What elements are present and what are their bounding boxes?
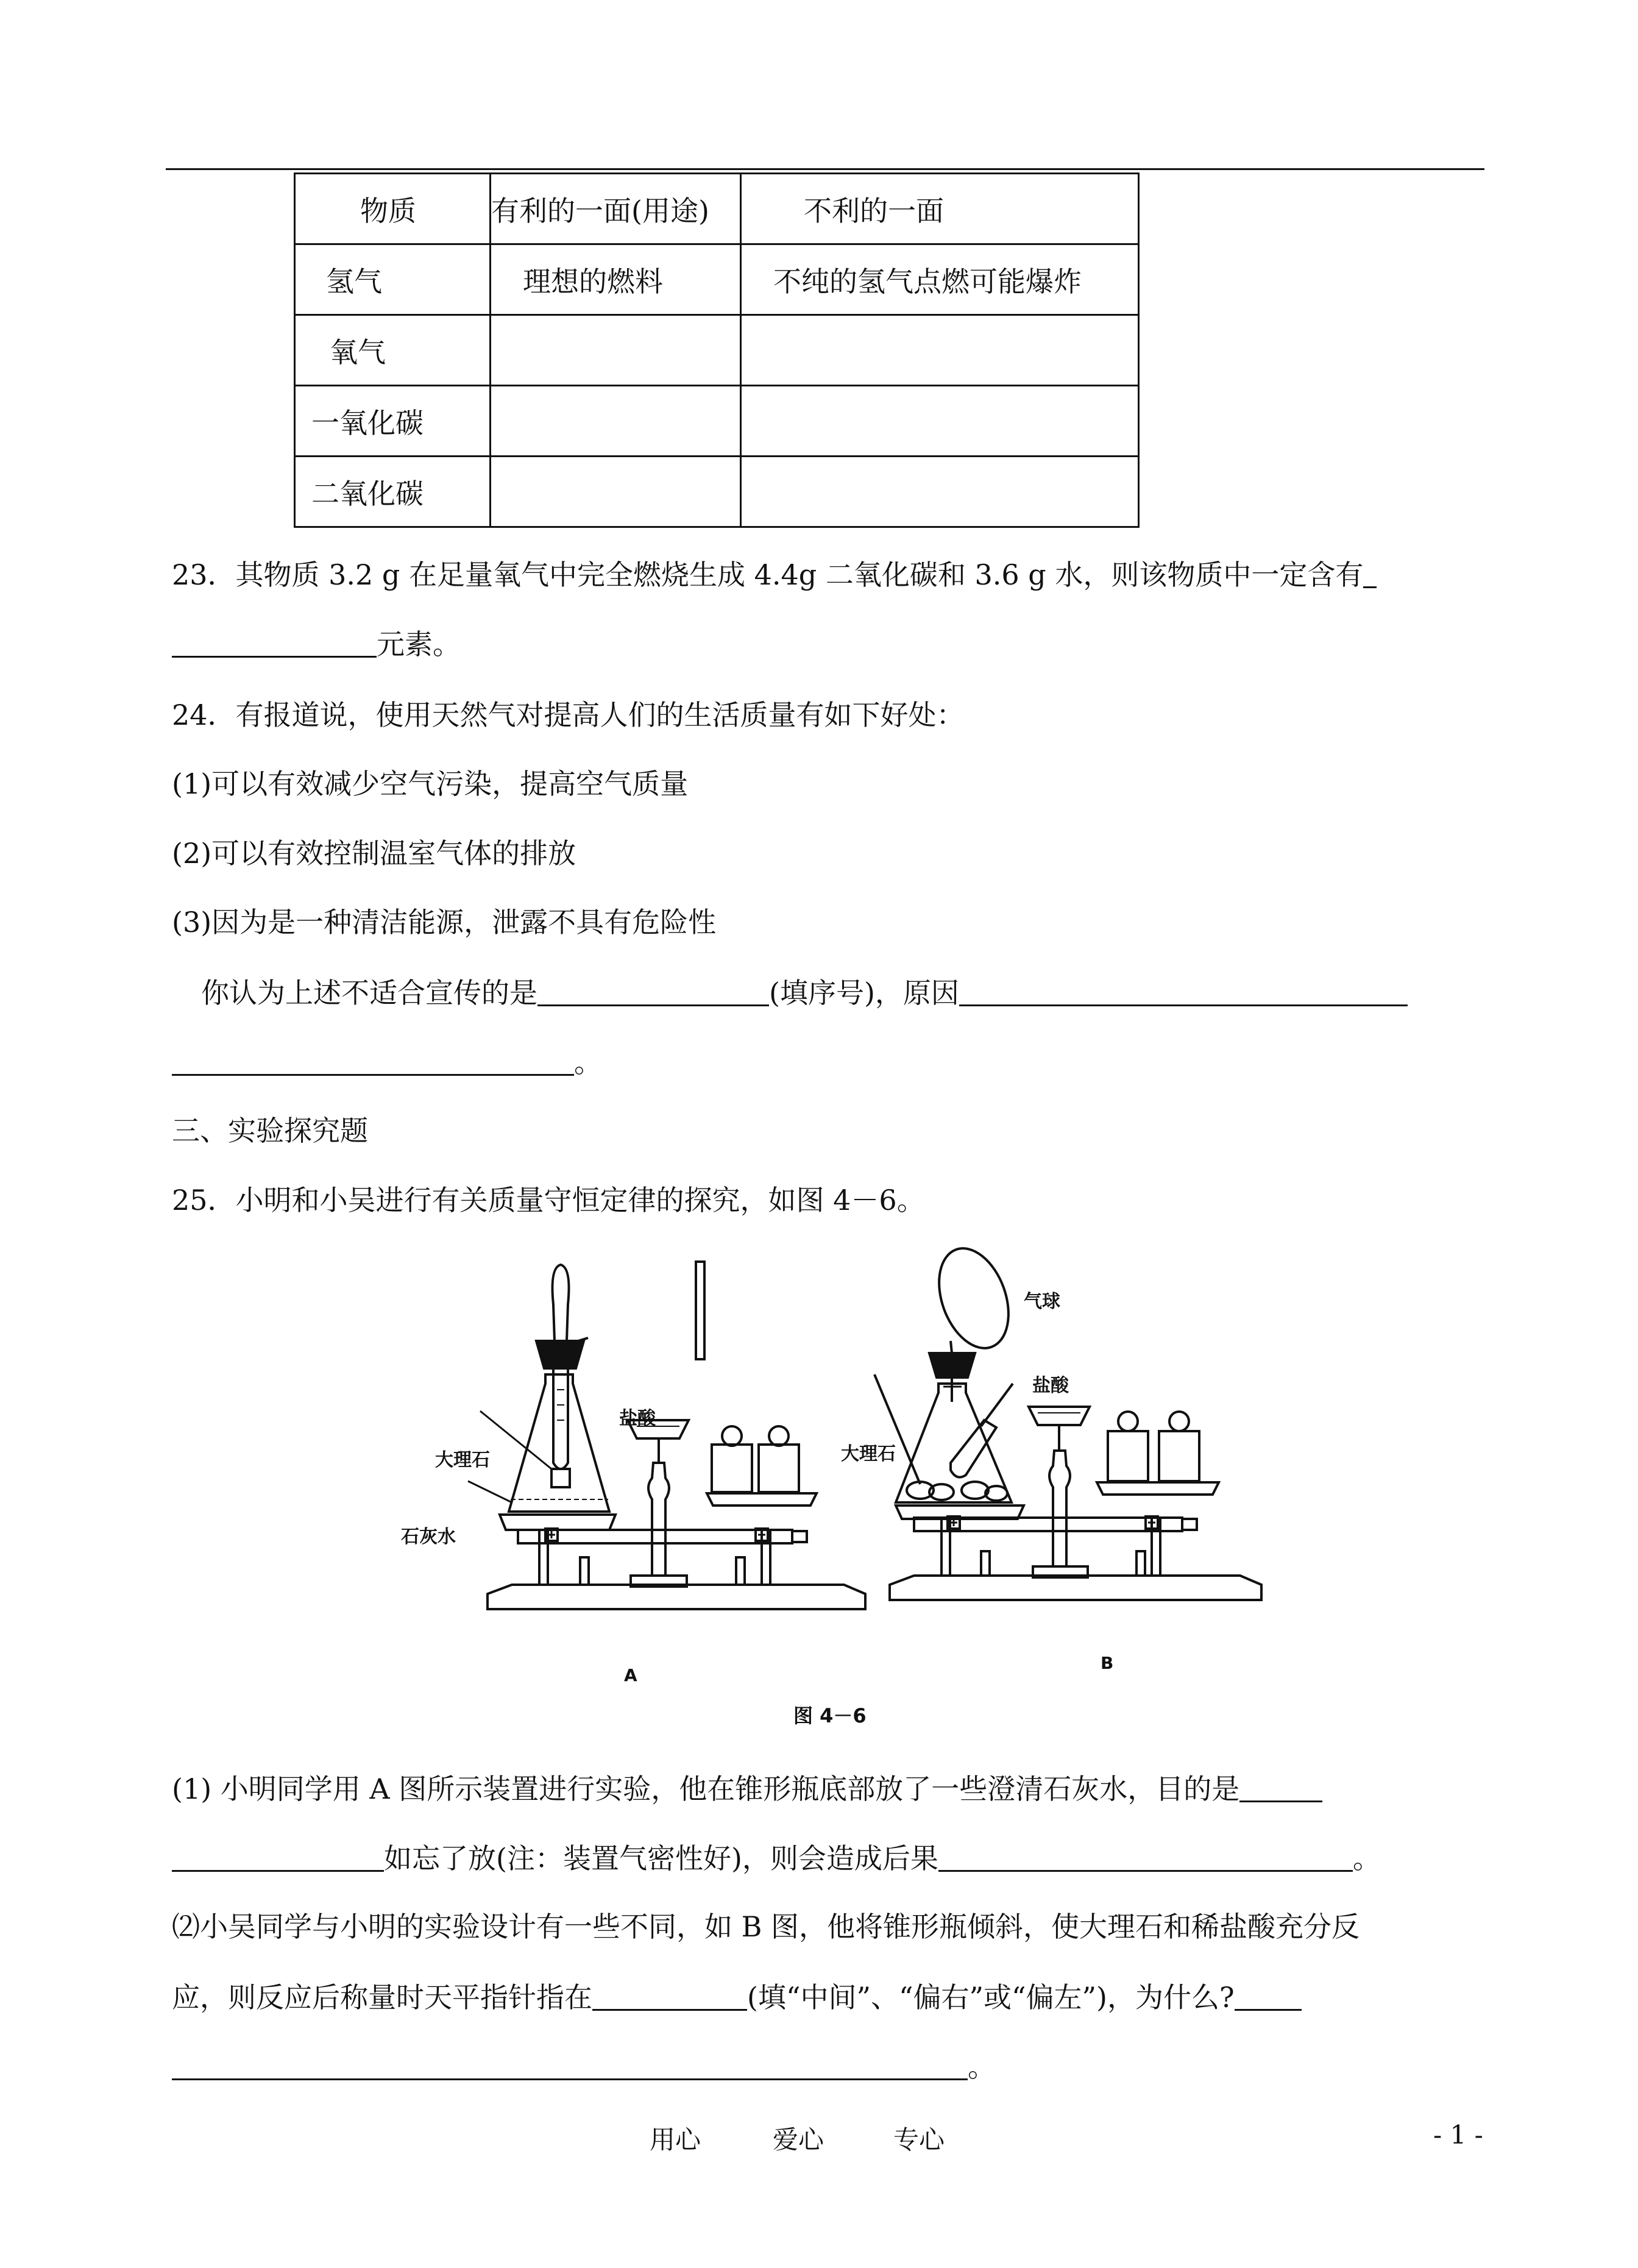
- table-cell: 不纯的氢气点燃可能爆炸: [741, 244, 1139, 315]
- table-cell: [491, 457, 741, 527]
- balance-center-a: [648, 1463, 669, 1576]
- header-rule: [166, 168, 1484, 170]
- answer-blank[interactable]: [1363, 560, 1377, 588]
- glass-rod-a: [696, 1262, 704, 1359]
- table-cell: [741, 386, 1139, 457]
- table-cell: 一氧化碳: [295, 386, 491, 457]
- table-cell: 氧气: [295, 315, 491, 386]
- q24-option-1: (1)可以有效减少空气污染，提高空气质量: [172, 767, 689, 800]
- table-row: [295, 315, 1139, 386]
- table-cell: 氢气: [295, 244, 491, 315]
- label-acid-a: 盐酸: [619, 1408, 656, 1429]
- q25-part2-line1: ⑵小吴同学与小明的实验设计有一些不同，如 B 图，他将锥形瓶倾斜，使大理石和稀盐酸充分反: [172, 1910, 1360, 1943]
- balloon-b: [926, 1243, 1021, 1358]
- weight-b1: [1108, 1431, 1148, 1481]
- dropper-a: [553, 1265, 569, 1341]
- table-cell: [491, 386, 741, 457]
- answer-blank[interactable]: [959, 978, 1408, 1006]
- page-number: - 1 -: [1433, 2120, 1483, 2150]
- q24-end-line: [172, 1046, 602, 1079]
- table-cell: [741, 457, 1139, 527]
- footer-word: 用心: [650, 2125, 701, 2155]
- balance-pan-right-a: [707, 1493, 817, 1505]
- weight-b2: [1159, 1431, 1199, 1481]
- q25-part1-line2: [172, 1842, 1381, 1875]
- figure-caption: 图 4－6: [793, 1704, 867, 1727]
- label-lime-water-a: 石灰水: [401, 1526, 456, 1548]
- answer-blank[interactable]: [172, 1843, 384, 1872]
- answer-blank[interactable]: [1235, 1982, 1302, 2011]
- q25-part1-text: 如忘了放(注：装置气密性好)，则会造成后果: [384, 1842, 938, 1875]
- caption-b: B: [1101, 1653, 1114, 1673]
- q24-ask: [201, 978, 1408, 1007]
- q25-part1-line1: [172, 1774, 1322, 1803]
- answer-blank[interactable]: [592, 1982, 747, 2011]
- stopper-a: [536, 1341, 584, 1368]
- table-row: [295, 457, 1139, 527]
- q24-option-3: (3)因为是一种清洁能源，泄露不具有危险性: [172, 906, 717, 939]
- q25-part2-text: (填“中间”、“偏右”或“偏左”)，为什么?: [747, 1981, 1235, 2014]
- label-acid-b: 盐酸: [1032, 1375, 1069, 1396]
- experiment-figure: [390, 1243, 1280, 1707]
- balance-center-b: [1049, 1451, 1070, 1566]
- section-heading: 三、实验探究题: [172, 1114, 368, 1147]
- answer-blank[interactable]: [1239, 1774, 1322, 1802]
- answer-blank[interactable]: [938, 1843, 1353, 1872]
- answer-blank[interactable]: [172, 629, 377, 658]
- caption-a: A: [624, 1665, 637, 1685]
- q24-intro: 24．有报道说，使用天然气对提高人们的生活质量有如下好处：: [172, 699, 965, 731]
- q23-line1: [172, 560, 1377, 589]
- answer-blank[interactable]: [172, 1047, 574, 1076]
- table-row: [295, 244, 1139, 315]
- footer-word: 专心: [893, 2125, 945, 2155]
- table-cell: [491, 315, 741, 386]
- q24-ask-text: 你认为上述不适合宣传的是: [201, 976, 537, 1009]
- table-row: [295, 386, 1139, 457]
- table-header-cell: 物质: [295, 174, 491, 244]
- substance-table: [294, 172, 1140, 528]
- balance-base-b: [890, 1576, 1261, 1600]
- q25-part2-line3: [172, 2052, 996, 2081]
- q24-option-2: (2)可以有效控制温室气体的排放: [172, 837, 576, 870]
- table-header-cell: 不利的一面: [741, 174, 1139, 244]
- flask-b: [896, 1384, 1012, 1502]
- weight-a1: [712, 1445, 752, 1492]
- q25-part1-text: (1) 小明同学用 A 图所示装置进行实验，他在锥形瓶底部放了一些澄清石灰水，目的是: [172, 1772, 1240, 1805]
- table-header-row: [295, 174, 1139, 244]
- flask-a: [509, 1374, 609, 1512]
- q24-end: 。: [574, 1046, 602, 1079]
- answer-blank[interactable]: [172, 2052, 968, 2080]
- label-marble-a: 大理石: [435, 1449, 490, 1471]
- weight-a2: [759, 1445, 799, 1492]
- q25-part2-text: 应，则反应后称量时天平指针指在: [172, 1981, 592, 2014]
- table-header-cell: 有利的一面(用途): [491, 174, 741, 244]
- label-balloon-b: 气球: [1024, 1291, 1060, 1312]
- table-cell: 二氧化碳: [295, 457, 491, 527]
- table-cell: [741, 315, 1139, 386]
- table-cell: 理想的燃料: [491, 244, 741, 315]
- answer-blank[interactable]: [537, 978, 769, 1006]
- test-tube-a: [553, 1368, 568, 1469]
- q25-part2-end: 。: [968, 2050, 996, 2083]
- balance-base-a: [488, 1585, 865, 1609]
- footer-word: 爱心: [773, 2125, 824, 2155]
- q25-part2-line2: [172, 1981, 1302, 2014]
- q23-line2: [172, 628, 461, 661]
- q23-text: 23．其物质 3.2 g 在足量氧气中完全燃烧生成 4.4g 二氧化碳和 3.6 g 水，则该物质中一定含有: [172, 558, 1364, 591]
- q25-part1-end: 。: [1352, 1842, 1381, 1875]
- balance-pan-right-b: [1097, 1482, 1219, 1495]
- q24-ask-text: (填序号)，原因: [769, 976, 959, 1009]
- q25-intro: 25．小明和小吴进行有关质量守恒定律的探究，如图 4－6。: [172, 1184, 925, 1217]
- stopper-b: [929, 1353, 975, 1378]
- label-marble-b: 大理石: [841, 1443, 896, 1465]
- balance-beam-a: [518, 1530, 792, 1543]
- q23-suffix: 元素。: [377, 628, 461, 661]
